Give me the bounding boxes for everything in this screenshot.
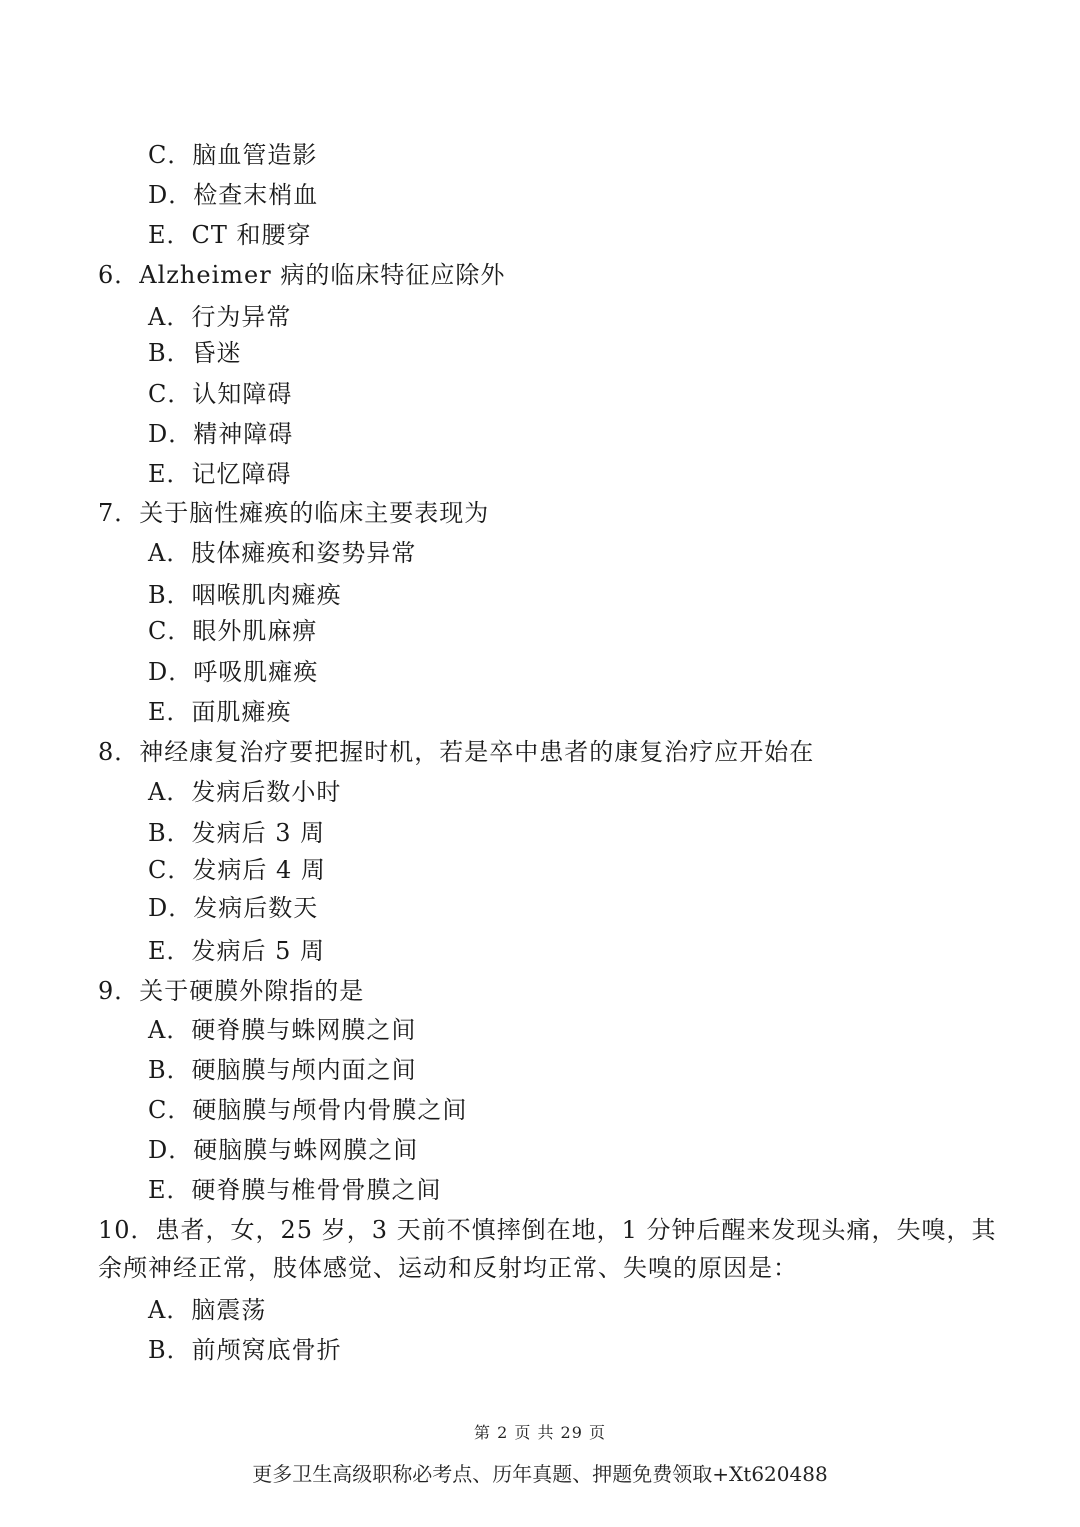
promo-text: 更多卫生高级职称必考点、历年真题、押题免费领取+Xt620488	[252, 1462, 828, 1486]
q8-option-b: B．发病后 3 周	[148, 819, 326, 847]
q6-stem: 6．Alzheimer 病的临床特征应除外	[98, 261, 506, 289]
q8-stem: 8．神经康复治疗要把握时机，若是卒中患者的康复治疗应开始在	[98, 738, 815, 766]
q8-option-e: E．发病后 5 周	[148, 937, 326, 965]
q7-option-d: D．呼吸肌瘫痪	[148, 658, 319, 686]
q10-option-a: A．脑震荡	[148, 1296, 267, 1324]
q8-option-a: A．发病后数小时	[148, 778, 342, 806]
q9-option-e: E．硬脊膜与椎骨骨膜之间	[148, 1176, 442, 1204]
q5-option-e: E．CT 和腰穿	[148, 221, 312, 249]
q7-option-e: E．面肌瘫痪	[148, 698, 292, 726]
q8-option-d: D．发病后数天	[148, 894, 319, 922]
q5-option-c: C．脑血管造影	[148, 141, 318, 169]
q10-stem-line1: 10．患者，女，25 岁，3 天前不慎摔倒在地，1 分钟后醒来发现头痛，失嗅，其	[98, 1216, 997, 1244]
q7-option-b: B．咽喉肌肉瘫痪	[148, 581, 342, 609]
q5-option-d: D．检查末梢血	[148, 181, 319, 209]
q6-option-e: E．记忆障碍	[148, 460, 292, 488]
q10-option-b: B．前颅窝底骨折	[148, 1336, 342, 1364]
q9-option-c: C．硬脑膜与颅骨内骨膜之间	[148, 1096, 468, 1124]
q9-option-b: B．硬脑膜与颅内面之间	[148, 1056, 417, 1084]
q6-option-b: B．昏迷	[148, 339, 242, 367]
q7-option-a: A．肢体瘫痪和姿势异常	[148, 539, 417, 567]
q8-option-c: C．发病后 4 周	[148, 856, 326, 884]
q6-option-a: A．行为异常	[148, 303, 292, 331]
q7-option-c: C．眼外肌麻痹	[148, 617, 318, 645]
q9-option-a: A．硬脊膜与蛛网膜之间	[148, 1016, 417, 1044]
page-number: 第 2 页 共 29 页	[474, 1423, 606, 1442]
q10-stem-line2: 余颅神经正常，肢体感觉、运动和反射均正常、失嗅的原因是：	[98, 1254, 798, 1282]
q7-stem: 7．关于脑性瘫痪的临床主要表现为	[98, 499, 490, 527]
q9-stem: 9．关于硬膜外隙指的是	[98, 977, 365, 1005]
q9-option-d: D．硬脑膜与蛛网膜之间	[148, 1136, 419, 1164]
q6-option-c: C．认知障碍	[148, 380, 293, 408]
q6-option-d: D．精神障碍	[148, 420, 294, 448]
